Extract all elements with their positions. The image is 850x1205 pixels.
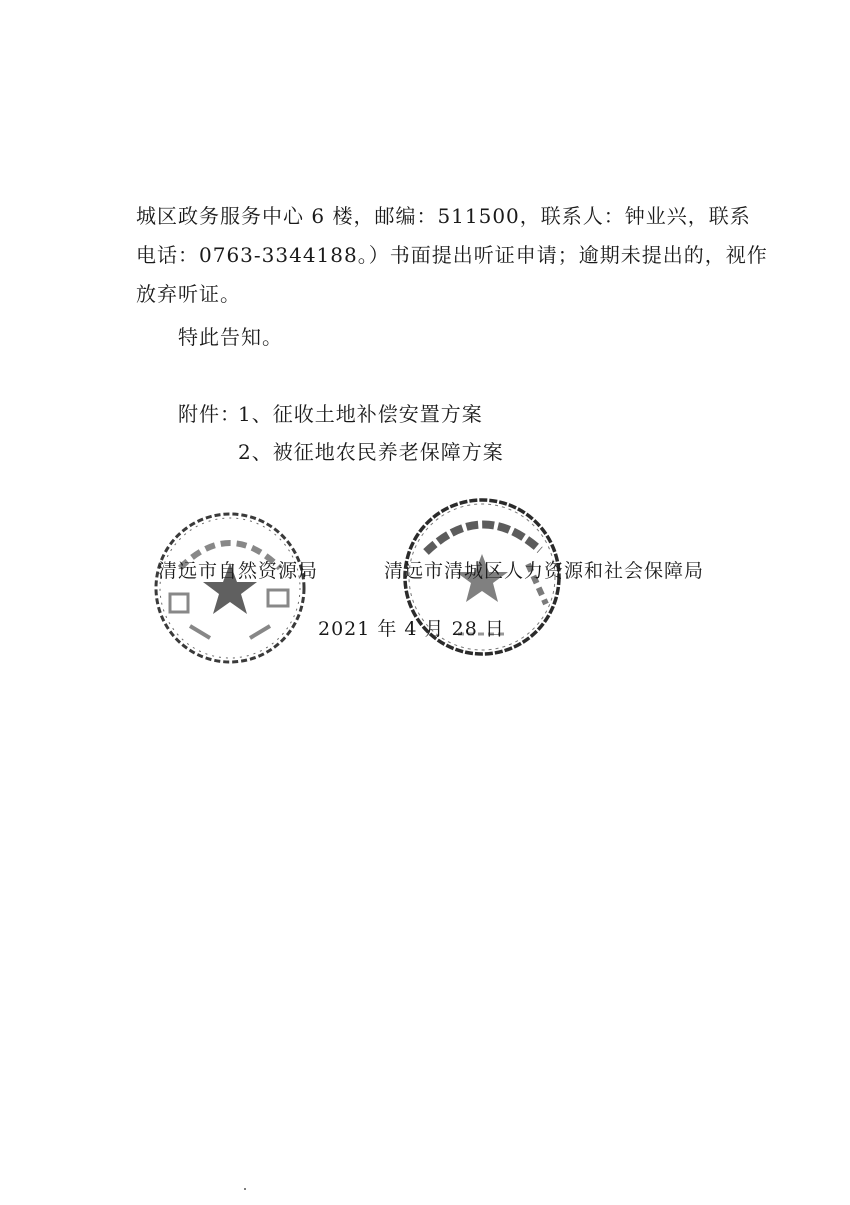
attachment-item: 2、被征地农民养老保障方案: [238, 440, 504, 464]
signature-left: 清远市自然资源局: [158, 560, 319, 582]
body-line-3: 放弃听证。: [136, 282, 241, 306]
body-line-1: 城区政务服务中心 6 楼，邮编：511500，联系人：钟业兴，联系: [136, 204, 751, 228]
document-date: 2021 年 4 月 28 日: [318, 618, 505, 640]
attachment-item: 1、征收土地补偿安置方案: [238, 402, 483, 426]
official-seal-left: [150, 508, 310, 668]
signature-right: 清远市清城区人力资源和社会保障局: [384, 560, 705, 582]
scan-speck: [244, 1188, 246, 1190]
closing-line: 特此告知。: [178, 325, 283, 349]
body-line-2: 电话：0763-3344188。）书面提出听证申请；逾期未提出的，视作: [136, 243, 768, 267]
attachments-label: 附件：: [178, 402, 241, 426]
